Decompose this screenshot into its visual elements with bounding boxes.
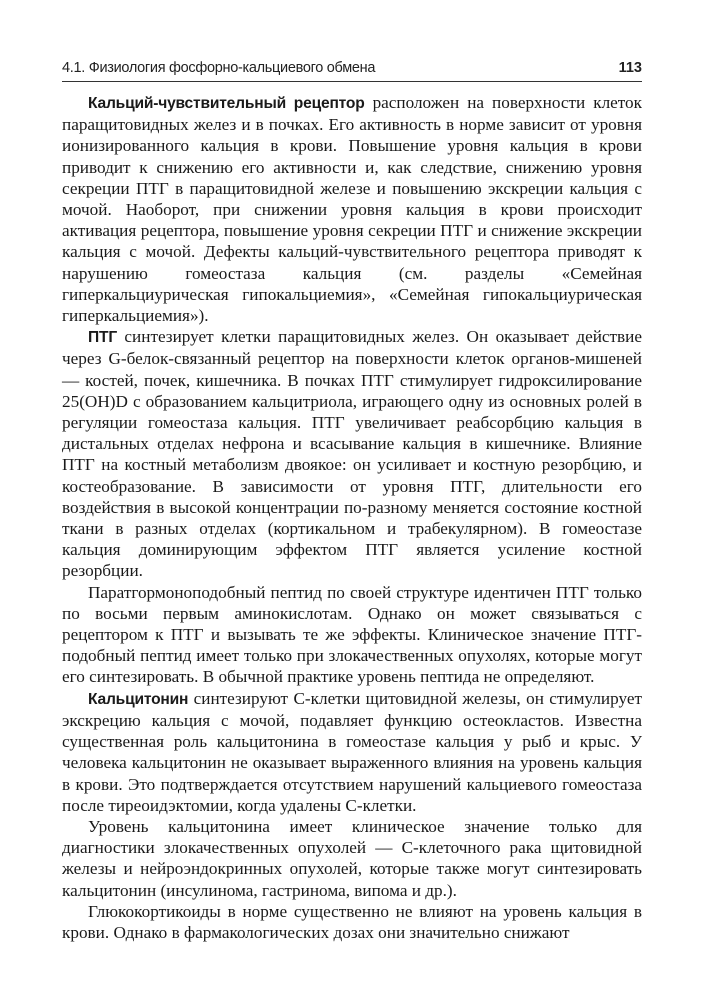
paragraph-pthrp — [62, 582, 642, 688]
paragraph-calcitonin — [62, 688, 642, 816]
paragraph-text: расположен на поверхности клеток паращитовидных желез и в почках. Его активность в норме зависит от уровня ионизированного кальция в крови. Повышение уровня кальция в крови приводит к снижению его активности и, как следствие, снижению уровня секреции ПТГ в паращитовидной железе и повышению экскреции кальция с мочой. Наоборот, при снижении уровня кальция в крови происходит активация рецептора, повышение уровня секреции ПТГ и снижение экскреции кальция с мочой. Дефекты кальций-чувствительного рецептора приводят к нарушению гомеостаза кальция (см. разделы «Семейная гиперкальциурическая гипокальциемия», «Семейная гипокальциурическая гиперкальциемия»). — [62, 93, 642, 326]
paragraph-text: синтезируют C-клетки щитовидной железы, он стимулирует экскрецию кальция с мочой, подавляет функцию остеокластов. Известна существенная роль кальцитонина в гомеостазе кальция у рыб и крыс. У человека кальцитонин не оказывает выраженного влияния на уровень кальция в крови. Это подтверждается отсутствием нарушений кальциевого гомеостаза после тиреоидэктомии, когда удалены C-клетки. — [62, 688, 642, 815]
header-divider — [62, 81, 642, 82]
paragraph-text: Глюкокортикоиды в норме существенно не влияют на уровень кальция в крови. Однако в фармакологических дозах они значительно снижают — [62, 901, 642, 942]
paragraph-text: синтезирует клетки паращитовидных желез. Он оказывает действие через G-белок-связанный рецептор на поверхности клеток органов-мишеней — костей, почек, кишечника. В почках ПТГ стимулирует гидроксилирование 25(OH)D с образованием кальцитриола, играющего одну из основных ролей в регуляции гомеостаза кальция. ПТГ увеличивает реабсорбцию кальция в дистальных отделах нефрона и всасывание кальция в кишечнике. Влияние ПТГ на костный метаболизм двоякое: он усиливает и костную резорбцию, и костеобразование. В зависимости от уровня ПТГ, длительности его воздействия в высокой концентрации по-разному меняется состояние костной ткани в разных отделах (кортикальном и трабекулярном). В гомеостазе кальция доминирующим эффектом ПТГ является усиление костной резорбции. — [62, 327, 642, 581]
body-text — [62, 92, 642, 943]
paragraph-pth — [62, 326, 642, 581]
term-calcitonin: Кальцитонин — [88, 690, 189, 708]
page-number: 113 — [618, 60, 642, 76]
paragraph-glucocorticoids — [62, 901, 642, 943]
paragraph-text: Уровень кальцитонина имеет клиническое значение только для диагностики злокачественных опухолей — C-клеточного рака щитовидной железы и нейроэндокринных опухолей, которые также могут синтезировать кальцитонин (инсулинома, гастринома, випома и др.). — [62, 816, 642, 900]
paragraph-text: Паратгормоноподобный пептид по своей структуре идентичен ПТГ только по восьми первым аминокислотам. Однако он может связываться с рецептором к ПТГ и вызывать те же эффекты. Клиническое значение ПТГ-подобный пептид имеет только при злокачественных опухолях, которые могут его синтезировать. В обычной практике уровень пептида не определяют. — [62, 582, 642, 687]
term-pth: ПТГ — [88, 329, 117, 347]
section-title: 4.1. Физиология фосфорно-кальциевого обмена — [62, 60, 376, 76]
paragraph-calcitonin-clinical — [62, 816, 642, 901]
running-header — [62, 60, 642, 80]
paragraph-casr — [62, 92, 642, 326]
term-casr: Кальций-чувствительный рецептор — [88, 95, 365, 112]
